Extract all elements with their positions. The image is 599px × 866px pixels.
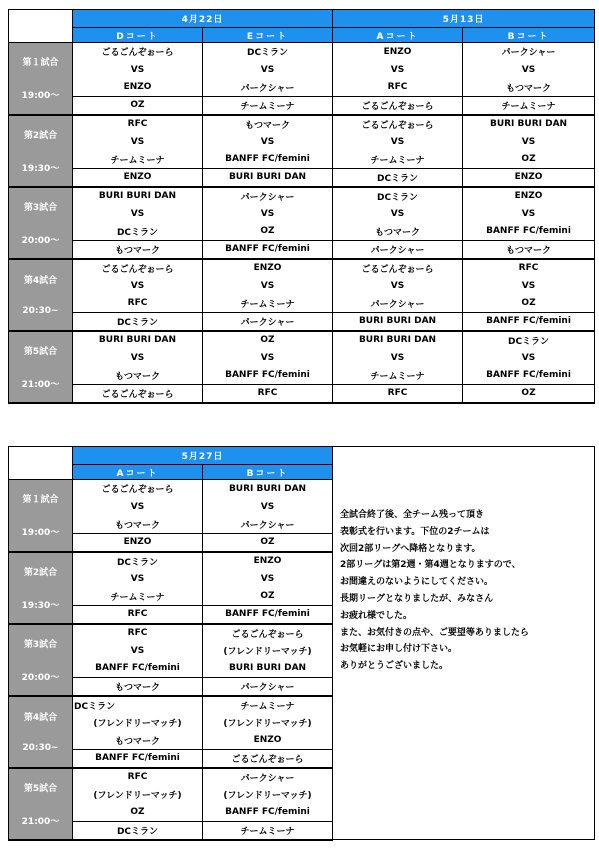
team-cell: BANFF FC/femini <box>203 367 333 385</box>
team-cell: VS <box>203 205 333 223</box>
match-row <box>9 187 595 205</box>
team-cell: DCミラン <box>73 822 203 840</box>
team-cell: ENZO <box>73 79 203 97</box>
team-cell: チームミーナ <box>203 822 333 840</box>
team-cell: RFC <box>73 624 203 642</box>
match-label <box>9 552 73 624</box>
note-line: 全試合終了後、全チーム残って頂き <box>340 510 485 520</box>
team-cell: VS <box>73 277 203 295</box>
team-cell: パークシャー <box>203 313 333 331</box>
team-cell: DCミラン <box>333 169 463 187</box>
match-number: 第5試合 <box>23 346 58 357</box>
match-number: 第4試合 <box>23 276 58 286</box>
team-cell: VS <box>73 205 203 223</box>
team-cell: ENZO <box>73 534 203 552</box>
match-row <box>9 97 595 115</box>
team-cell: チームミーナ <box>463 97 595 115</box>
team-cell: RFC <box>463 259 595 277</box>
team-cell: DCミラン <box>73 552 203 570</box>
team-cell: OZ <box>73 804 203 822</box>
team-cell: BANFF FC/femini <box>463 367 595 385</box>
team-cell: VS <box>203 349 333 367</box>
team-cell: VS <box>333 205 463 223</box>
team-cell: BANFF FC/femini <box>463 313 595 331</box>
team-cell: RFC <box>333 79 463 97</box>
match-time: 20:30~ <box>22 743 59 753</box>
team-cell: VS <box>73 570 203 588</box>
team-cell: ENZO <box>203 259 333 277</box>
team-cell: パークシャー <box>463 43 595 61</box>
team-cell: VS <box>333 277 463 295</box>
court-header: Aコート <box>73 465 203 480</box>
team-cell: ごるごんぞぉーら <box>73 480 203 498</box>
team-cell: チームミーナ <box>203 295 333 313</box>
match-row <box>9 295 595 313</box>
team-cell: ごるごんぞぉーら <box>203 750 333 768</box>
match-number: 第5試合 <box>23 783 58 794</box>
match-row <box>9 331 595 349</box>
team-cell: ENZO <box>333 43 463 61</box>
team-cell: もつマーク <box>463 79 595 97</box>
match-row <box>9 205 595 223</box>
match-label <box>9 480 73 552</box>
team-cell: BURI BURI DAN <box>203 660 333 678</box>
team-cell: BURI BURI DAN <box>463 115 595 133</box>
team-cell: ごるごんぞぉーら <box>333 259 463 277</box>
team-cell: VS <box>73 642 203 660</box>
notes-block <box>340 507 529 675</box>
team-cell: OZ <box>203 588 333 606</box>
team-cell: RFC <box>73 115 203 133</box>
team-cell: ごるごんぞぉーら <box>73 43 203 61</box>
team-cell: VS <box>463 349 595 367</box>
team-cell: VS <box>203 61 333 79</box>
team-cell: もつマーク <box>73 732 203 750</box>
match-row <box>9 385 595 403</box>
team-cell: ENZO <box>73 169 203 187</box>
team-cell: RFC <box>73 768 203 786</box>
date-header: 5月13日 <box>333 10 595 28</box>
team-cell: パークシャー <box>203 516 333 534</box>
date-row <box>9 447 595 465</box>
match-label <box>9 331 73 403</box>
team-cell: BURI BURI DAN <box>73 187 203 205</box>
team-cell: VS <box>463 277 595 295</box>
match-row <box>9 349 595 367</box>
team-cell: BANFF FC/femini <box>203 606 333 624</box>
team-cell: VS <box>203 133 333 151</box>
court-row <box>9 28 595 43</box>
court-header: Bコート <box>463 28 595 43</box>
match-time: 19:30～ <box>21 163 60 174</box>
team-cell: パークシャー <box>203 768 333 786</box>
date-row <box>9 10 595 28</box>
team-cell: VS <box>203 498 333 516</box>
match-number: 第4試合 <box>23 713 58 723</box>
team-cell: OZ <box>203 534 333 552</box>
team-cell: DCミラン <box>73 223 203 241</box>
team-cell: BANFF FC/femini <box>203 241 333 259</box>
match-row <box>9 277 595 295</box>
match-time: 21:00～ <box>21 379 60 390</box>
team-cell: RFC <box>73 295 203 313</box>
court-header: Dコート <box>73 28 203 43</box>
team-cell: DCミラン <box>73 313 203 331</box>
note-line: お気軽にお申し付け下さい。 <box>340 644 458 655</box>
match-number: 第１試合 <box>22 495 59 506</box>
team-cell: BANFF FC/femini <box>203 804 333 822</box>
team-cell: チームミーナ <box>73 588 203 606</box>
match-label <box>9 624 73 696</box>
team-cell: BURI BURI DAN <box>203 169 333 187</box>
match-row <box>9 151 595 169</box>
team-cell: ENZO <box>203 732 333 750</box>
team-cell: OZ <box>463 295 595 313</box>
note-line: 次回2部リーグへ降格となります。 <box>340 543 481 554</box>
note-line: また、お気付きの点や、ご要望等ありましたら <box>340 627 529 638</box>
team-cell: VS <box>73 349 203 367</box>
team-cell: ごるごんぞぉーら <box>73 385 203 403</box>
match-row <box>9 43 595 61</box>
team-cell: (フレンドリーマッチ) <box>203 786 333 804</box>
team-cell: ごるごんぞぉーら <box>333 97 463 115</box>
match-time: 19:30～ <box>21 600 60 611</box>
team-cell: もつマーク <box>463 241 595 259</box>
team-cell: VS <box>333 133 463 151</box>
match-label <box>9 768 73 840</box>
match-time: 20:30~ <box>22 306 59 316</box>
team-cell: (フレンドリーマッチ) <box>203 714 333 732</box>
match-time: 19:00～ <box>21 528 60 539</box>
team-cell: パークシャー <box>203 79 333 97</box>
note-line: お間違えのないようにしてください。 <box>340 577 494 588</box>
match-label <box>9 696 73 768</box>
team-cell: OZ <box>463 151 595 169</box>
team-cell: VS <box>203 570 333 588</box>
team-cell: ごるごんぞぉーら <box>333 115 463 133</box>
court-header: Bコート <box>203 465 333 480</box>
team-cell: BURI BURI DAN <box>333 313 463 331</box>
team-cell: (フレンドリーマッチ) <box>203 642 333 660</box>
match-label <box>9 43 73 115</box>
date-header: 5月27日 <box>73 447 333 465</box>
court-header: Aコート <box>333 28 463 43</box>
court-header: Eコート <box>203 28 333 43</box>
team-cell: ENZO <box>463 169 595 187</box>
team-cell: チームミーナ <box>333 367 463 385</box>
team-cell: OZ <box>203 223 333 241</box>
match-row <box>9 133 595 151</box>
team-cell: もつマーク <box>203 115 333 133</box>
team-cell: BANFF FC/femini <box>73 660 203 678</box>
team-cell: パークシャー <box>203 678 333 696</box>
team-cell: ENZO <box>463 187 595 205</box>
team-cell: VS <box>463 61 595 79</box>
team-cell: チームミーナ <box>333 151 463 169</box>
team-cell: もつマーク <box>333 223 463 241</box>
team-cell: もつマーク <box>73 241 203 259</box>
match-time: 21:00～ <box>21 816 60 827</box>
match-label <box>9 187 73 259</box>
team-cell: DCミラン <box>203 43 333 61</box>
match-time: 20:00～ <box>21 672 60 683</box>
note-line: 表彰式を行います。下位の2チームは <box>340 526 490 537</box>
team-cell: ごるごんぞぉーら <box>73 259 203 277</box>
corner-cell <box>9 10 73 43</box>
team-cell: VS <box>73 61 203 79</box>
note-line: 2部リーグは第2週・第4週となりますので、 <box>340 560 521 571</box>
team-cell: ENZO <box>203 552 333 570</box>
team-cell: VS <box>463 205 595 223</box>
match-label <box>9 115 73 187</box>
team-cell: RFC <box>203 385 333 403</box>
team-cell: パークシャー <box>333 295 463 313</box>
team-cell: VS <box>333 349 463 367</box>
note-line: ありがとうございました。 <box>340 661 449 672</box>
team-cell: VS <box>73 498 203 516</box>
team-cell: チームミーナ <box>203 696 333 714</box>
corner-cell <box>9 447 73 480</box>
team-cell: BANFF FC/femini <box>73 750 203 768</box>
match-row <box>9 367 595 385</box>
team-cell: パークシャー <box>203 187 333 205</box>
date-header: 4月22日 <box>73 10 333 28</box>
note-line: お疲れ様でした。 <box>340 610 413 621</box>
team-cell: パークシャー <box>333 241 463 259</box>
team-cell: チームミーナ <box>73 151 203 169</box>
team-cell: BANFF FC/femini <box>203 151 333 169</box>
team-cell: DCミラン <box>463 331 595 349</box>
team-cell: (フレンドリーマッチ) <box>73 714 203 732</box>
team-cell: RFC <box>73 606 203 624</box>
match-number: 第１試合 <box>22 58 59 69</box>
team-cell: もつマーク <box>73 678 203 696</box>
team-cell: VS <box>73 133 203 151</box>
match-row <box>9 259 595 277</box>
team-cell: VS <box>333 61 463 79</box>
match-row <box>9 169 595 187</box>
match-number: 第2試合 <box>23 130 58 141</box>
team-cell: BURI BURI DAN <box>203 480 333 498</box>
match-time: 20:00～ <box>21 235 60 246</box>
team-cell: OZ <box>73 97 203 115</box>
team-cell: VS <box>463 133 595 151</box>
team-cell: ごるごんぞぉーら <box>203 624 333 642</box>
team-cell: BURI BURI DAN <box>333 331 463 349</box>
match-row <box>9 223 595 241</box>
team-cell: チームミーナ <box>203 97 333 115</box>
match-row <box>9 79 595 97</box>
team-cell: もつマーク <box>73 516 203 534</box>
team-cell: RFC <box>333 385 463 403</box>
team-cell: (フレンドリーマッチ) <box>73 786 203 804</box>
team-cell: もつマーク <box>73 367 203 385</box>
team-cell: VS <box>203 277 333 295</box>
team-cell: OZ <box>203 331 333 349</box>
team-cell: DCミラン <box>333 187 463 205</box>
match-label <box>9 259 73 331</box>
match-number: 第2試合 <box>23 567 58 578</box>
match-time: 19:00～ <box>21 91 60 102</box>
note-line: 長期リーグとなりましたが、みなさん <box>340 593 494 604</box>
match-row <box>9 241 595 259</box>
team-cell: OZ <box>463 385 595 403</box>
match-number: 第3試合 <box>23 202 58 213</box>
team-cell: BANFF FC/femini <box>463 223 595 241</box>
match-row <box>9 313 595 331</box>
match-number: 第3試合 <box>23 639 58 650</box>
match-row <box>9 61 595 79</box>
team-cell: BURI BURI DAN <box>73 331 203 349</box>
team-cell: DCミラン <box>73 696 203 714</box>
schedule-table-1 <box>8 9 595 404</box>
match-row <box>9 115 595 133</box>
